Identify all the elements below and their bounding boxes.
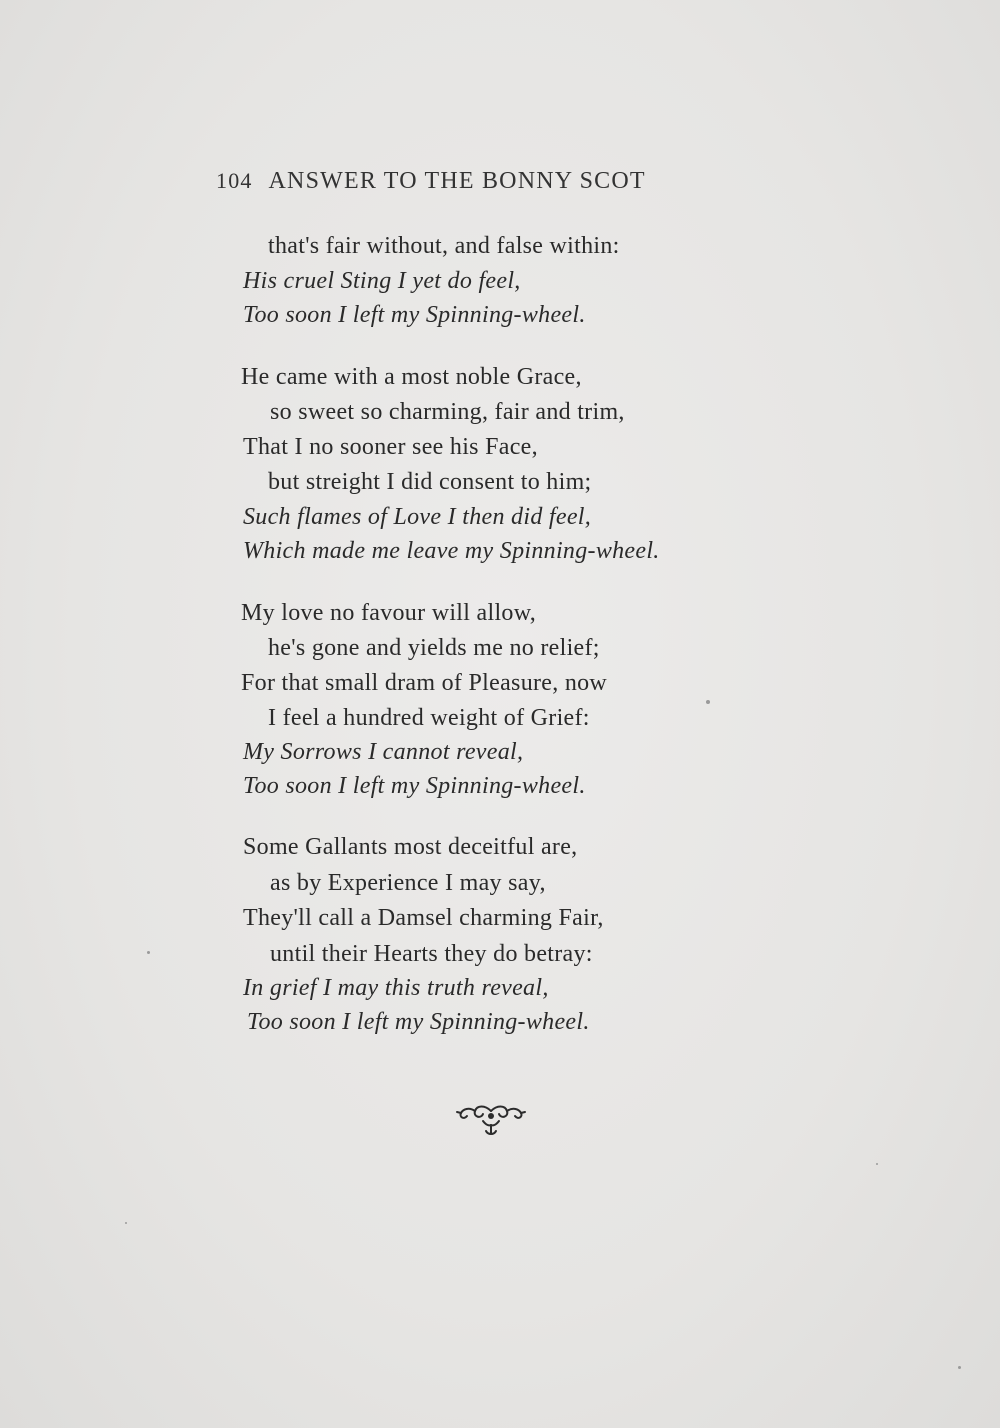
poem-line: until their Hearts they do betray: xyxy=(270,941,593,967)
poem-line: as by Experience I may say, xyxy=(270,870,546,896)
poem-line: I feel a hundred weight of Grief: xyxy=(268,705,590,731)
paper-speck xyxy=(125,1222,127,1224)
page-number: 104 xyxy=(216,168,253,193)
running-title: ANSWER TO THE BONNY SCOT xyxy=(268,168,646,194)
poem-line: His cruel Sting I yet do feel, xyxy=(243,268,521,294)
poem-line: he's gone and yields me no relief; xyxy=(268,635,600,661)
poem-line: My Sorrows I cannot reveal, xyxy=(243,739,524,765)
poem-line: but streight I did consent to him; xyxy=(268,469,592,495)
poem-line: Such flames of Love I then did feel, xyxy=(243,504,592,530)
poem-line: Some Gallants most deceitful are, xyxy=(243,834,578,860)
poem-line: Too soon I left my Spinning-wheel. xyxy=(247,1009,590,1035)
paper-speck xyxy=(876,1163,878,1165)
poem-line: For that small dram of Pleasure, now xyxy=(241,670,608,696)
poem-line: Too soon I left my Spinning-wheel. xyxy=(243,302,586,328)
paper-speck xyxy=(958,1366,961,1369)
poem-line: My love no favour will allow, xyxy=(241,600,537,626)
poem-line: so sweet so charming, fair and trim, xyxy=(270,399,625,425)
paper-speck xyxy=(706,700,710,704)
poem-line: In grief I may this truth reveal, xyxy=(243,975,549,1001)
paper-speck xyxy=(147,951,150,954)
poem-line: He came with a most noble Grace, xyxy=(241,364,582,390)
page-header xyxy=(216,168,716,195)
poem-line: That I no sooner see his Face, xyxy=(243,434,538,460)
poem-line: that's fair without, and false within: xyxy=(268,233,620,259)
poem-line: Too soon I left my Spinning-wheel. xyxy=(243,773,586,799)
poem-line: They'll call a Damsel charming Fair, xyxy=(243,905,604,931)
fleuron-ornament-icon xyxy=(455,1103,527,1139)
poem-line: Which made me leave my Spinning-wheel. xyxy=(243,538,660,564)
